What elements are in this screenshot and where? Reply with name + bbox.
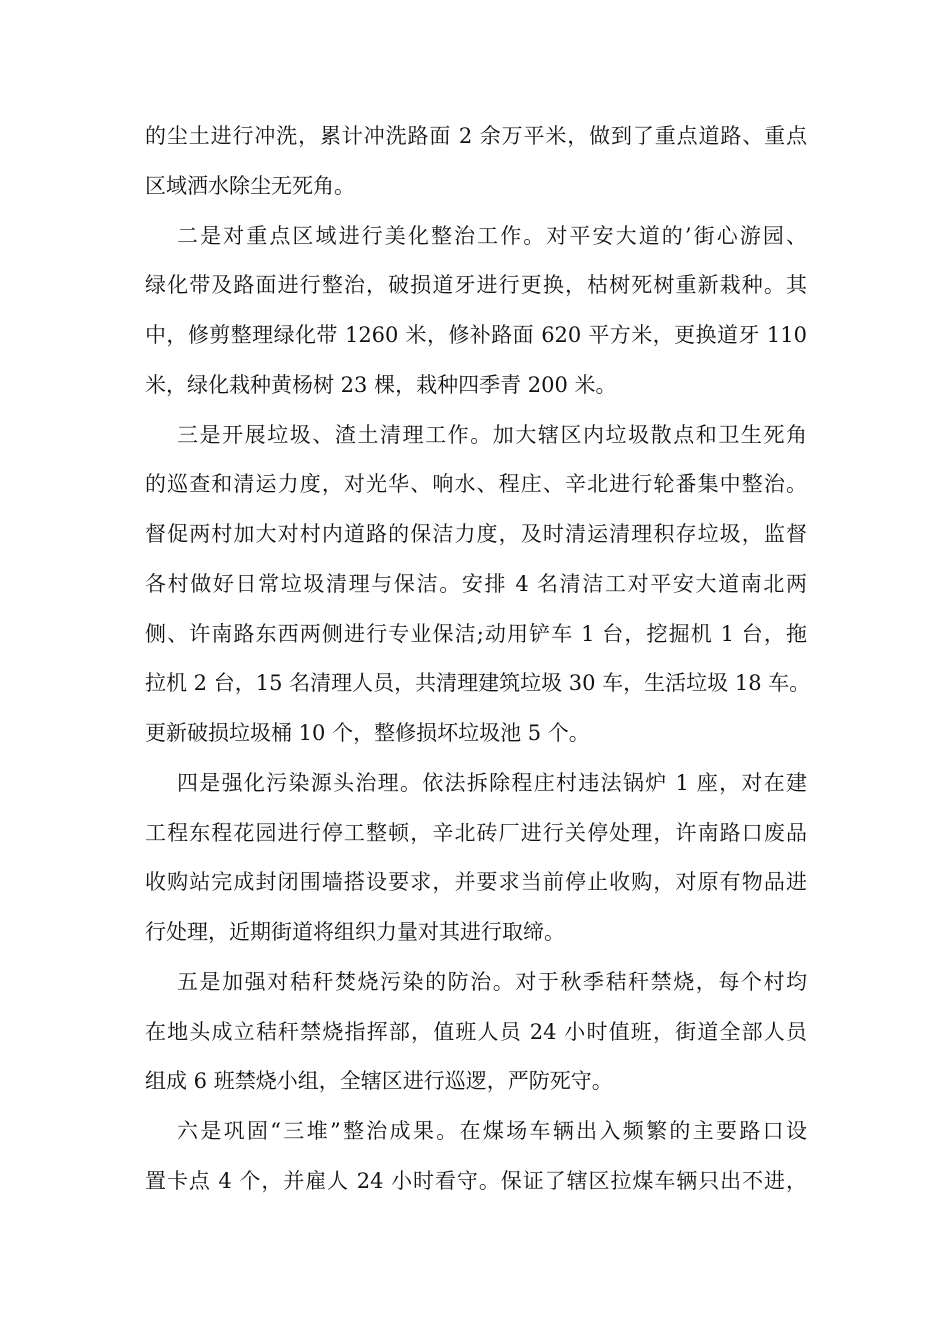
text-line: 在地头成立秸秆禁烧指挥部，值班人员 24 小时值班，街道全部人员 bbox=[145, 1019, 807, 1044]
text-line: 的巡查和清运力度，对光华、响水、程庄、辛北进行轮番集中整治。 bbox=[145, 472, 807, 497]
text-line: 组成 6 班禁烧小组，全辖区进行巡逻，严防死守。 bbox=[145, 1069, 613, 1094]
text-line: 中，修剪整理绿化带 1260 米，修补路面 620 平方米，更换道牙 110 bbox=[145, 323, 807, 347]
text-line: 绿化带及路面进行整治，破损道牙进行更换，枯树死树重新栽种。其 bbox=[145, 273, 807, 298]
text-line: 四是强化污染源头治理。依法拆除程庄村违法锅炉 1 座，对在建 bbox=[177, 770, 807, 795]
text-line: 的尘土进行冲洗，累计冲洗路面 2 余万平米，做到了重点道路、重点 bbox=[145, 124, 807, 148]
text-line: 五是加强对秸秆焚烧污染的防治。对于秋季秸秆禁烧，每个村均 bbox=[177, 969, 807, 994]
text-line: 侧、许南路东西两侧进行专业保洁;动用铲车 1 台，挖掘机 1 台，拖 bbox=[145, 621, 807, 646]
text-line: 二是对重点区域进行美化整治工作。对平安大道的’街心游园、 bbox=[177, 223, 807, 248]
text-line: 三是开展垃圾、渣土清理工作。加大辖区内垃圾散点和卫生死角 bbox=[177, 422, 807, 447]
text-line: 拉机 2 台，15 名清理人员，共清理建筑垃圾 30 车，生活垃圾 18 车。 bbox=[145, 671, 811, 696]
text-line: 米，绿化栽种黄杨树 23 棵，栽种四季青 200 米。 bbox=[145, 372, 617, 397]
text-line: 工程东程花园进行停工整顿，辛北砖厂进行关停处理，许南路口废品 bbox=[145, 820, 807, 845]
text-line: 收购站完成封闭围墙搭设要求，并要求当前停止收购，对原有物品进 bbox=[145, 870, 807, 895]
text-line: 各村做好日常垃圾清理与保洁。安排 4 名清洁工对平安大道南北两 bbox=[145, 571, 807, 596]
text-line: 行处理，近期街道将组织力量对其进行取缔。 bbox=[145, 920, 565, 944]
text-line: 区域洒水除尘无死角。 bbox=[145, 173, 355, 198]
text-line: 督促两村加大对村内道路的保洁力度，及时清运清理积存垃圾，监督 bbox=[145, 522, 807, 546]
text-line: 六是巩固“三堆”整治成果。在煤场车辆出入频繁的主要路口设 bbox=[177, 1119, 807, 1143]
document-page bbox=[145, 112, 811, 1207]
text-line: 置卡点 4 个，并雇人 24 小时看守。保证了辖区拉煤车辆只出不进， bbox=[145, 1168, 807, 1193]
text-line: 更新破损垃圾桶 10 个，整修损坏垃圾池 5 个。 bbox=[145, 721, 590, 745]
